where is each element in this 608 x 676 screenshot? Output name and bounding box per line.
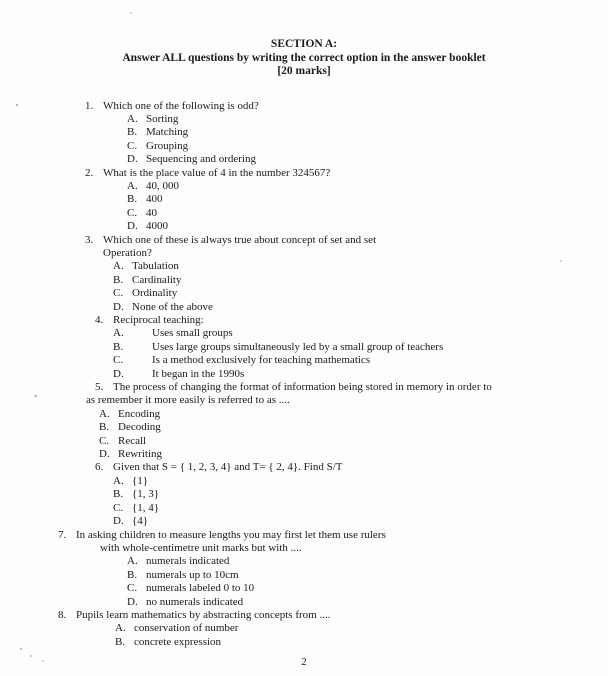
option-letter: D. [113, 300, 124, 313]
question-number: 7. [58, 528, 67, 541]
question-number: 1. [85, 99, 94, 112]
option-text: 400 [146, 193, 163, 206]
option-text: Matching [146, 126, 189, 139]
option-letter: B. [127, 126, 138, 139]
option-d [58, 368, 572, 381]
option-b [58, 274, 572, 287]
question-8 [58, 609, 572, 649]
option-letter: D. [113, 515, 124, 528]
option-text: Uses small groups [152, 327, 233, 340]
question-5 [58, 381, 572, 461]
option-text: Grouping [146, 139, 189, 152]
question-text: In asking children to measure lengths you may first let them use rulers [76, 528, 386, 541]
option-letter: D. [127, 595, 138, 608]
option-c [58, 207, 572, 220]
option-a [58, 327, 572, 340]
option-letter: B. [127, 568, 138, 581]
option-c [58, 354, 572, 367]
question-2 [58, 167, 572, 234]
option-letter: C. [113, 287, 124, 300]
option-text: Decoding [118, 421, 161, 434]
option-letter: A. [113, 474, 124, 487]
question-3 [58, 234, 572, 314]
option-a [58, 180, 572, 193]
option-letter: A. [127, 179, 138, 192]
option-c [58, 140, 572, 153]
question-number: 2. [85, 166, 94, 179]
option-a [58, 113, 572, 126]
question-number: 4. [95, 314, 104, 326]
option-letter: A. [113, 327, 124, 340]
option-text: numerals indicated [146, 555, 230, 568]
question-line [58, 234, 572, 247]
option-a [58, 475, 572, 488]
question-text-continued: as remember it more easily is referred to as .... [86, 394, 290, 407]
option-letter: B. [99, 421, 110, 434]
option-d [58, 220, 572, 233]
option-text: conservation of number [134, 622, 239, 635]
question-6 [58, 461, 572, 528]
option-letter: C. [113, 354, 124, 367]
option-letter: C. [99, 434, 110, 447]
question-number: 8. [58, 608, 67, 621]
question-text: Given that S = { 1, 2, 3, 4} and T= { 2, 4}. Find S/T [113, 461, 343, 474]
question-line [58, 381, 572, 394]
question-line [58, 100, 572, 113]
option-letter: B. [115, 635, 126, 648]
option-text: 4000 [146, 220, 168, 233]
option-text: no numerals indicated [146, 595, 244, 608]
option-b [58, 569, 572, 582]
question-number: 6. [95, 461, 104, 474]
question-text-continued: with whole-centimetre unit marks but with .... [100, 541, 302, 554]
option-d [58, 596, 572, 609]
option-text: It began in the 1990s [152, 367, 245, 380]
option-b [58, 636, 572, 649]
question-number: 3. [85, 233, 94, 246]
option-letter: A. [127, 555, 138, 568]
option-letter: B. [127, 193, 138, 206]
question-text: Reciprocal teaching: [113, 314, 204, 326]
option-b [58, 341, 572, 354]
option-letter: A. [127, 112, 138, 125]
option-letter: A. [113, 260, 124, 273]
exam-header [0, 0, 608, 79]
question-text: What is the place value of 4 in the number 324567? [103, 166, 331, 179]
question-text: The process of changing the format of information being stored in memory in order to [113, 381, 492, 394]
option-letter: B. [113, 340, 124, 353]
option-text: 40 [146, 206, 157, 219]
option-text: {1} [132, 474, 149, 487]
option-text: Recall [118, 434, 147, 447]
option-letter: D. [127, 220, 138, 233]
option-letter: C. [127, 582, 138, 595]
question-text-continued: Operation? [103, 246, 152, 259]
option-b [58, 421, 572, 434]
option-c [58, 435, 572, 448]
scan-speckle [20, 648, 22, 650]
question-7 [58, 529, 572, 609]
option-d [58, 153, 572, 166]
option-text: Encoding [118, 407, 161, 420]
question-line [58, 609, 572, 622]
option-a [58, 555, 572, 568]
option-letter: D. [99, 448, 110, 461]
option-d [58, 448, 572, 461]
question-text: Pupils learn mathematics by abstracting concepts from .... [76, 608, 331, 621]
option-text: {1, 4} [132, 501, 160, 514]
option-d [58, 301, 572, 314]
option-letter: B. [113, 273, 124, 286]
questions-list [58, 100, 572, 650]
option-c [58, 582, 572, 595]
option-text: 40, 000 [146, 179, 179, 192]
option-text: Is a method exclusively for teaching mathematics [152, 354, 371, 367]
option-d [58, 515, 572, 528]
question-text: Which one of these is always true about concept of set and set [103, 233, 377, 246]
option-letter: A. [99, 407, 110, 420]
option-a [58, 622, 572, 635]
option-b [58, 488, 572, 501]
question-line [58, 314, 572, 327]
option-letter: D. [113, 367, 124, 380]
option-letter: C. [113, 501, 124, 514]
option-text: None of the above [132, 300, 213, 313]
option-a [58, 408, 572, 421]
option-letter: A. [115, 622, 126, 635]
section-title: SECTION A: [270, 38, 338, 50]
option-b [58, 193, 572, 206]
option-text: concrete expression [134, 635, 222, 648]
option-text: Cardinality [132, 273, 182, 286]
option-text: {4} [132, 515, 149, 528]
option-text: numerals up to 10cm [146, 568, 239, 581]
scan-speckle [130, 12, 132, 14]
option-letter: C. [127, 139, 138, 152]
question-number: 5. [95, 381, 104, 394]
question-line [58, 167, 572, 180]
option-c [58, 502, 572, 515]
option-letter: D. [127, 153, 138, 166]
option-text: Uses large groups simultaneously led by a small group of teachers [152, 340, 444, 353]
marks-line: [20 marks] [277, 65, 331, 77]
option-text: Ordinality [132, 287, 178, 300]
scan-speckle [16, 104, 18, 106]
option-text: Sorting [146, 112, 179, 125]
question-1 [58, 100, 572, 167]
option-letter: C. [127, 206, 138, 219]
option-text: Tabulation [132, 260, 179, 273]
question-line [58, 461, 572, 474]
question-4 [58, 314, 572, 381]
option-text: Rewriting [118, 448, 162, 461]
question-text: Which one of the following is odd? [103, 99, 259, 112]
instruction-line: Answer ALL questions by writing the correct option in the answer booklet [122, 51, 486, 64]
option-b [58, 126, 572, 139]
scan-speckle [560, 260, 562, 262]
option-c [58, 287, 572, 300]
option-letter: B. [113, 488, 124, 501]
question-line [58, 529, 572, 542]
scan-speckle [34, 395, 37, 397]
option-text: numerals labeled 0 to 10 [146, 582, 255, 595]
option-text: {1, 3} [132, 488, 160, 501]
option-a [58, 260, 572, 273]
option-text: Sequencing and ordering [146, 153, 256, 166]
page-number: 2 [301, 656, 307, 668]
